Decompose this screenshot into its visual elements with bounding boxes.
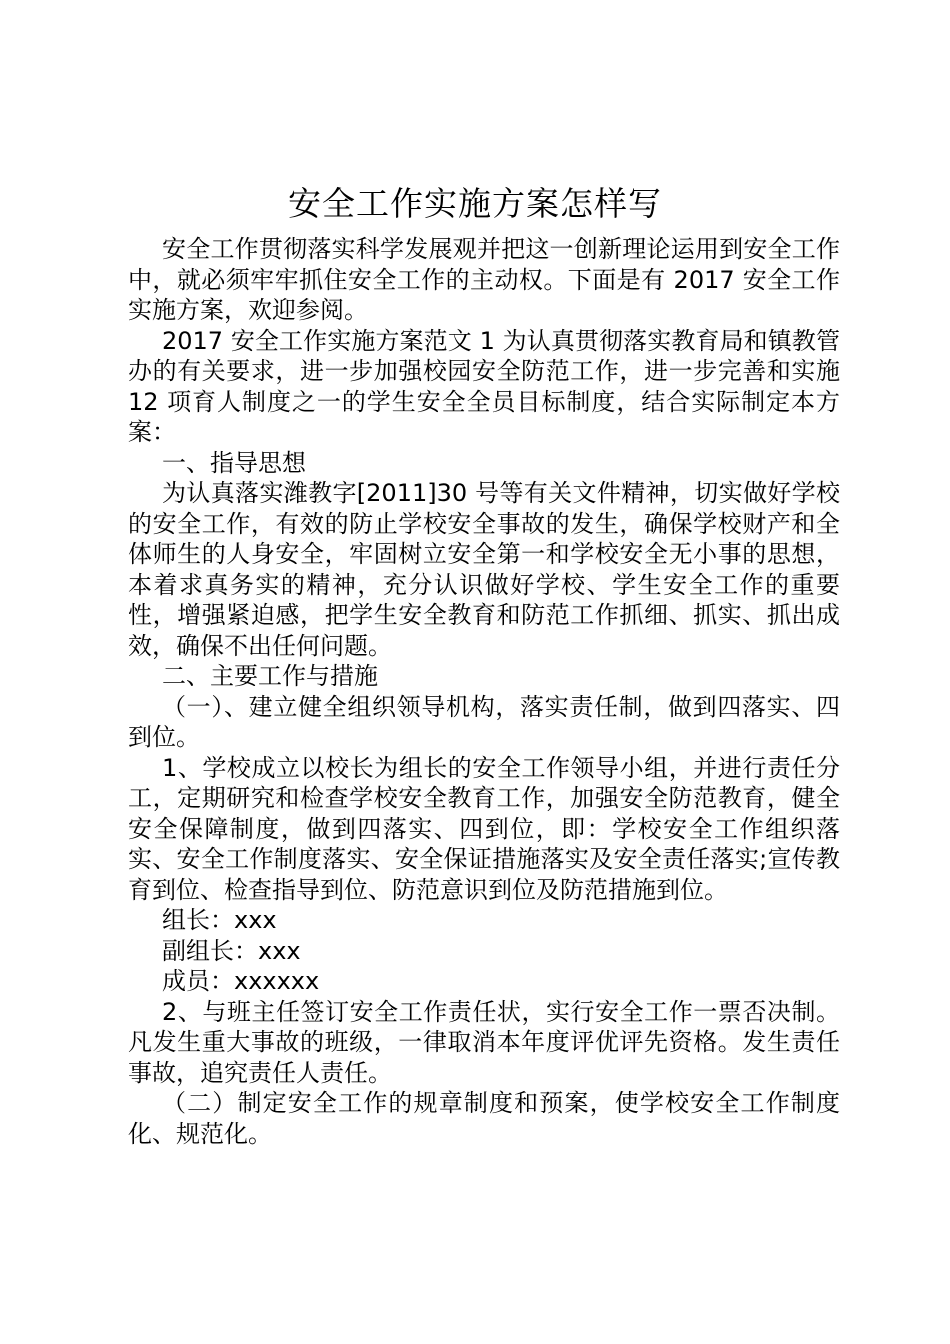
paragraph-section-2: （二）制定安全工作的规章制度和预案，使学校安全工作制度化、规范化。 (128, 1089, 840, 1148)
paragraph-sample-1: 2017 安全工作实施方案范文 1 为认真贯彻落实教育局和镇教管办的有关要求，进一步加强校园安全防范工作，进一步完善和实施 12 项育人制度之一的学生安全全员目标制度，结合实际制定本方案： (128, 326, 840, 446)
paragraph-leader: 组长：xxx (162, 906, 277, 934)
paragraph-section-1: （一）、建立健全组织领导机构，落实责任制，做到四落实、四到位。 (128, 692, 840, 751)
document-body (128, 234, 840, 1149)
paragraph-item-2: 2、与班主任签订安全工作责任状，实行安全工作一票否决制。凡发生重大事故的班级，一律取消本年度评优评先资格。发生责任事故，追究责任人责任。 (128, 997, 840, 1087)
document-title: 安全工作实施方案怎样写 (288, 184, 662, 223)
paragraph-intro: 安全工作贯彻落实科学发展观并把这一创新理论运用到安全工作中，就必须牢牢抓住安全工作的主动权。下面是有 2017 安全工作实施方案，欢迎参阅。 (128, 235, 840, 324)
paragraph-item-1: 1、学校成立以校长为组长的安全工作领导小组，并进行责任分工，定期研究和检查学校安全教育工作，加强安全防范教育，健全安全保障制度，做到四落实、四到位，即：学校安全工作组织落实、安全工作制度落实、安全保证措施落实及安全责任落实;宣传教育到位、检查指导到位、防范意识到位及防范措施到位。 (128, 753, 840, 904)
heading-guiding-thought: 一、指导思想 (162, 448, 306, 477)
paragraph-vice-leader: 副组长：xxx (162, 936, 301, 965)
heading-main-work: 二、主要工作与措施 (162, 662, 378, 690)
paragraph-guiding-thought: 为认真落实潍教字[2011]30 号等有关文件精神，切实做好学校的安全工作，有效的防止学校安全事故的发生，确保学校财产和全体师生的人身安全，牢固树立安全第一和学校安全无小事的思想，本着求真务实的精神，充分认识做好学校、学生安全工作的重要性，增强紧迫感，把学生安全教育和防范工作抓细、抓实、抓出成效，确保不出任何问题。 (128, 479, 840, 660)
paragraph-members: 成员：xxxxxx (162, 967, 320, 995)
